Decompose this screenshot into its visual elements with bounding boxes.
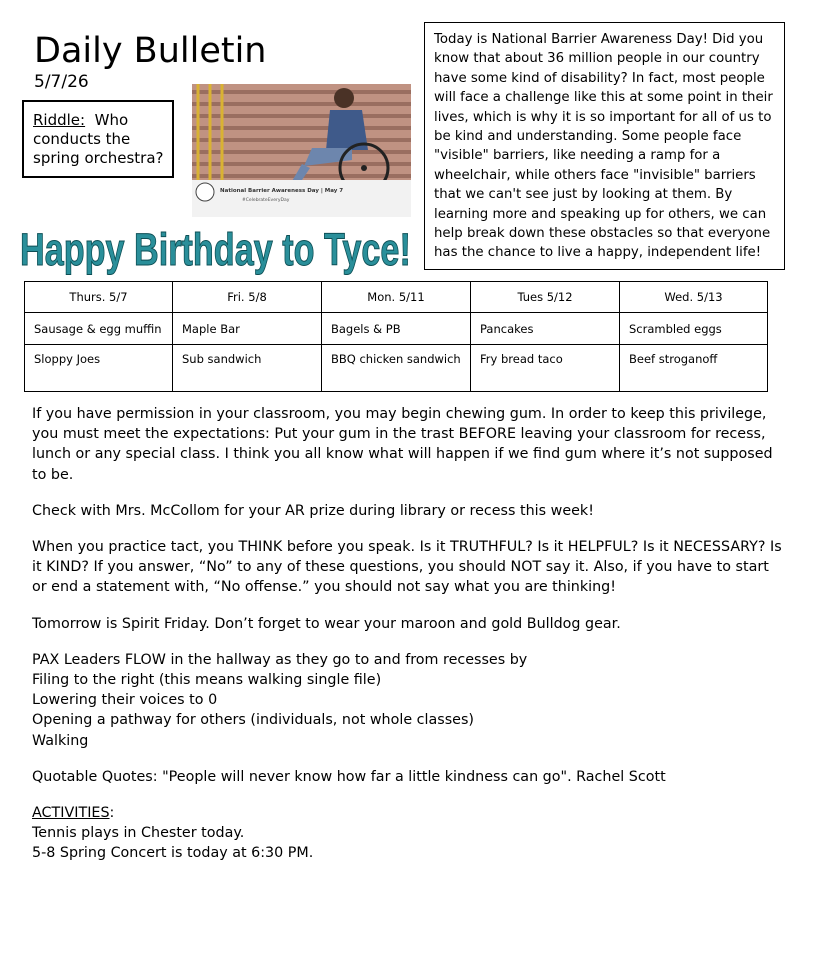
menu-cell: Pancakes: [471, 313, 620, 345]
menu-day: Fri. 5/8: [173, 282, 322, 313]
pax-item: Filing to the right (this means walking single file): [32, 672, 382, 689]
birthday-banner: Happy Birthday to Tyce!: [20, 224, 411, 275]
menu-day-row: [25, 282, 768, 313]
riddle-box: [22, 100, 174, 178]
activity-item: 5-8 Spring Concert is today at 6:30 PM.: [32, 845, 314, 862]
menu-breakfast-row: [25, 313, 768, 345]
bulletin-date: 5/7/26: [34, 72, 89, 92]
gum-announcement: If you have permission in your classroom, you may begin chewing gum. In order to keep this privilege, you must meet the expectations: Put your gum in the trast BEFORE leaving your classroom for recess, lunch or any special class. I think you all know what will happen if we find gum where it’s not supposed to be.: [32, 406, 773, 483]
announcements: [32, 404, 782, 880]
menu-cell: BBQ chicken sandwich: [322, 345, 471, 392]
menu-day: Tues 5/12: [471, 282, 620, 313]
lunch-menu-table: [24, 281, 768, 392]
menu-day: Mon. 5/11: [322, 282, 471, 313]
pax-item: Lowering their voices to 0: [32, 692, 218, 709]
menu-cell: Scrambled eggs: [620, 313, 768, 345]
pax-intro: PAX Leaders FLOW in the hallway as they go to and from recesses by: [32, 651, 528, 668]
spirit-announcement: Tomorrow is Spirit Friday. Don’t forget to wear your maroon and gold Bulldog gear.: [32, 615, 621, 632]
menu-cell: Sub sandwich: [173, 345, 322, 392]
menu-cell: Fry bread taco: [471, 345, 620, 392]
tact-announcement: When you practice tact, you THINK before you speak. Is it TRUTHFUL? Is it HELPFUL? Is it NECESSARY? Is it KIND? If you answer, “No” to any of these questions, you should NOT say it. Also, if you have to start or end a statement with, “No offense.” you should not say what you are thinking!: [32, 539, 782, 596]
photo-caption-tag: #CelebrateEveryDay: [242, 198, 290, 203]
bulletin-title: Daily Bulletin: [34, 31, 267, 71]
barrier-awareness-article: Today is National Barrier Awareness Day! Did you know that about 36 million people in our country have some kind of disability? In fact, most people will face a challenge like this at some point in their lives, which is why it is so important for all of us to be kind and understanding. Some people face "visible" barriers, like needing a ramp for a wheelchair, while others face "invisible" barriers that we can't see just by looking at them. By learning more and speaking up for others, we can help break down these obstacles so that everyone has the chance to live a happy, independent life!: [424, 22, 785, 270]
menu-cell: Beef stroganoff: [620, 345, 768, 392]
activity-item: Tennis plays in Chester today.: [32, 825, 245, 842]
photo-caption-title: National Barrier Awareness Day | May 7: [220, 188, 344, 194]
pax-item: Walking: [32, 732, 89, 749]
quote-announcement: Quotable Quotes: "People will never know how far a little kindness can go". Rachel Scott: [32, 768, 666, 785]
pax-item: Opening a pathway for others (individuals, not whole classes): [32, 712, 474, 729]
barrier-awareness-photo: [192, 84, 411, 217]
activities-label: ACTIVITIES: [32, 805, 110, 822]
menu-lunch-row: [25, 345, 768, 392]
menu-day: Thurs. 5/7: [25, 282, 173, 313]
ar-prize-announcement: Check with Mrs. McCollom for your AR prize during library or recess this week!: [32, 502, 594, 519]
menu-cell: Bagels & PB: [322, 313, 471, 345]
riddle-text: Who conducts the spring orchestra?: [33, 111, 164, 167]
menu-day: Wed. 5/13: [620, 282, 768, 313]
pax-announcement: [32, 650, 782, 751]
menu-cell: Sausage & egg muffin: [25, 313, 173, 345]
riddle-label: Riddle:: [33, 111, 86, 129]
activities-section: ACTIVITIES: Tennis plays in Chester today. 5-8 Spring Concert is today at 6:30 PM.: [32, 805, 314, 862]
menu-cell: Sloppy Joes: [25, 345, 173, 392]
menu-cell: Maple Bar: [173, 313, 322, 345]
